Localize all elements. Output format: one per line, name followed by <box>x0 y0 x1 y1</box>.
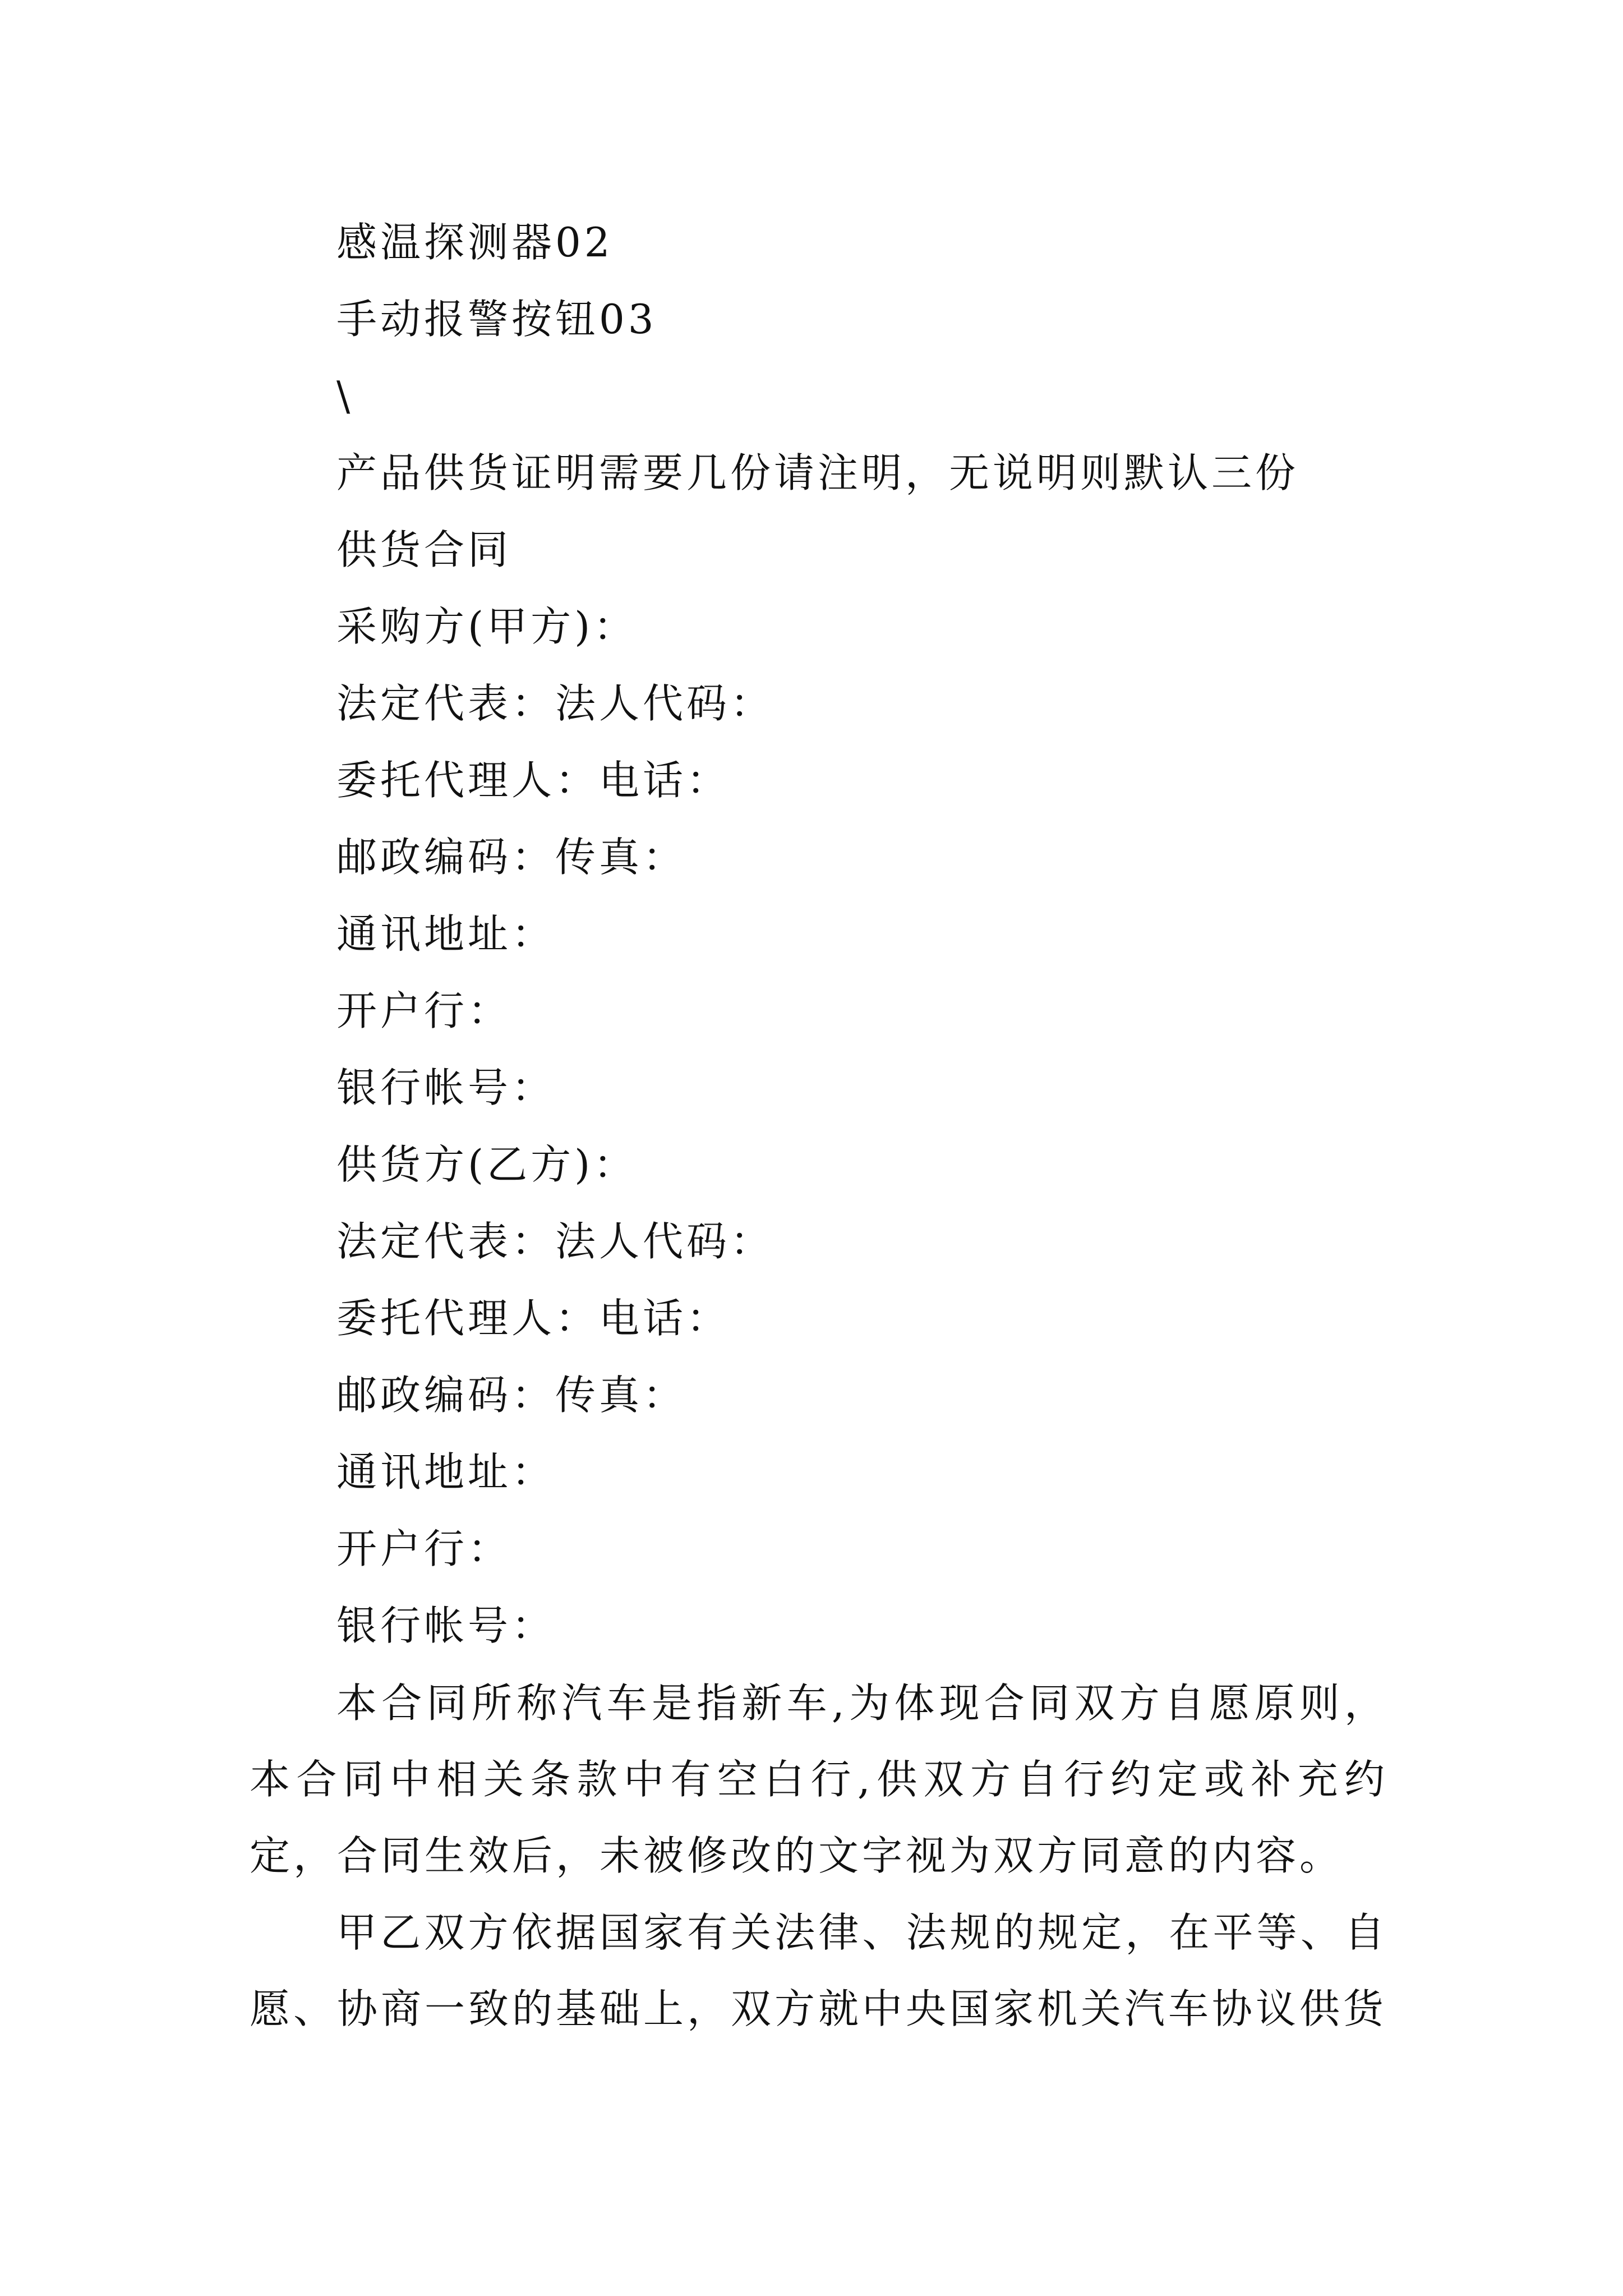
text-line: 手动报警按钮03 <box>336 296 657 343</box>
text-line: 开户行： <box>336 1525 512 1572</box>
text-line: 供货合同 <box>336 526 512 573</box>
body-paragraph: 甲乙双方依据国家有关法律、法规的规定，在平等、自愿、协商一致的基础上，双方就中央国家机关汽车协议供货 <box>250 1909 1388 2032</box>
text-line: 委托代理人：电话： <box>336 757 731 804</box>
text-line: 法定代表：法人代码： <box>336 680 774 727</box>
body-paragraph: 本合同所称汽车是指新车,为体现合同双方自愿原则，本合同中相关条款中有空白行,供双方自行约定或补充约定，合同生效后，未被修改的文字视为双方同意的内容。 <box>250 1680 1388 1879</box>
text-line: 银行帐号： <box>336 1602 556 1649</box>
text-line: 产品供货证明需要几份请注明，无说明则默认三份 <box>336 449 1299 496</box>
text-line: 邮政编码：传真： <box>336 834 687 881</box>
text-line: \ <box>336 372 354 420</box>
text-line: 采购方(甲方)： <box>336 603 638 650</box>
text-line: 法定代表：法人代码： <box>336 1218 774 1265</box>
text-line: 通讯地址： <box>336 910 556 958</box>
text-line: 供货方(乙方)： <box>336 1141 638 1188</box>
text-line: 感温探测器02 <box>336 219 614 266</box>
text-line: 通讯地址： <box>336 1448 556 1496</box>
text-line: 邮政编码：传真： <box>336 1372 687 1419</box>
text-line: 银行帐号： <box>336 1064 556 1111</box>
text-line: 开户行： <box>336 987 512 1034</box>
text-line: 委托代理人：电话： <box>336 1295 731 1342</box>
